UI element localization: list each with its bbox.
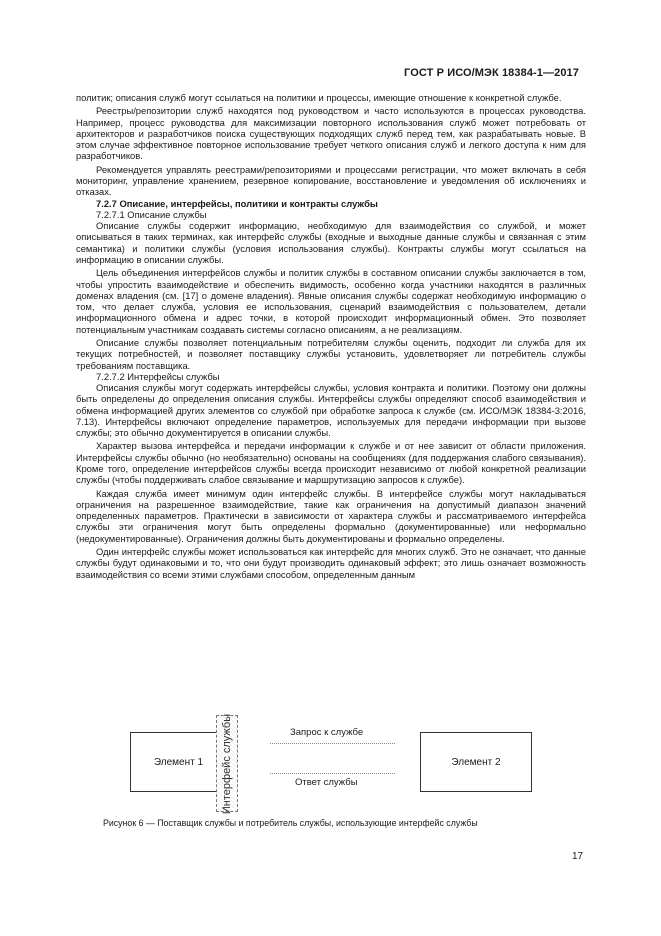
request-label: Запрос к службе [290,727,364,738]
response-label: Ответ службы [295,777,358,788]
paragraph: Рекомендуется управлять реестрами/репозиториями и процессами регистрации, что может включать в себя мониторинг, управление хранением, резервное копирование, восстановление и уведомления об исключениях и отказах. [76,163,586,198]
paragraph: Описание службы содержит информацию, необходимую для взаимодействия со службой, и может описываться в таких терминах, как интерфейс службы (входные и выходные данные службы и связанная с этим семантика) и политики службы (условия использования службы). Контракты службы могут ссылаться на информацию в описании службы. [76,220,586,265]
paragraph: Каждая служба имеет минимум один интерфейс службы. В интерфейсе службы могут накладываться ограничения на разрешенное взаимодействие, такие как ограничения на допустимый диапазон значений определенных параметров. Практически в зависимости от характера службы и рассматриваемого интерфейса службы эти ограничения могут быть определены формально (документированные) или неформально (недокументированные). Ограничения должны быть документированы и формально определены. [76,487,586,544]
document-header-title: ГОСТ Р ИСО/МЭК 18384-1—2017 [404,67,579,79]
page-number: 17 [572,851,584,862]
paragraph: Реестры/репозитории служб находятся под руководством и часто используются в процессах руководства. Например, процесс руководства для максимизации повторного использования служб может потребовать от архитекторов и разработчиков поиска существующих подходящих служб перед тем, как разрабатывать новые. В этом случае эффективное повторное использование требует четкого описания служб и легкого доступа к ним для разработчиков. [76,105,586,162]
element-1-label: Элемент 1 [153,756,204,768]
paragraph: Цель объединения интерфейсов службы и политик службы в составном описании службы заключается в том, чтобы упростить взаимодействие и обеспечить видимость, особенно когда участники находятся в различных доменах владения (см. [17] о домене владения). Явные описания службы содержат необходимую информацию о том, что делает служба, условия ее использования, сценарий взаимодействия с пользователем, детали информационного обмена и адрес точки, в которой происходит информационный обмен. Это позволяет потенциальным участникам создавать системы согласно описаниям, а не реализациям. [76,267,586,335]
element-2-box [420,732,532,792]
paragraph: политик; описания служб могут ссылаться на политики и процессы, имеющие отношение к конкретной службе. [76,92,562,103]
service-interface-bar [216,715,238,812]
section-heading: 7.2.7 Описание, интерфейсы, политики и контракты службы [96,197,378,209]
paragraph: Описание службы позволяет потенциальным потребителям службы оценить, подходит ли служба для их текущих потребностей, и позволяет поставщику службы установить, удовлетворяет ли потребитель службы требованиям поставщика. [76,337,586,371]
figure-service-interface [120,713,535,814]
document-body [76,92,586,580]
response-arrow [270,773,395,774]
paragraph: Описания службы могут содержать интерфейсы службы, условия контракта и политики. Поэтому они должны быть определены до определения описания службы. Интерфейсы службы определяют способ взаимодействия и обмена информацией других элементов со службой при обработке запроса к службе (см. ИСО/МЭК 18384-3:2016, 7.13). Интерфейсы включают определение параметров, используемых для передачи информации при вызове службы; это обычно документируется в описании службы. [76,382,586,438]
request-arrow [270,743,395,744]
service-interface-label: Интерфейс службы [221,713,234,814]
element-1-box [130,732,227,792]
paragraph: Характер вызова интерфейса и передачи информации к службе и от нее зависит от области приложения. Интерфейсы службы обычно (но необязательно) основаны на сообщениях (для поддержания слабого связывания). Кроме того, определение интерфейсов службы всегда происходит независимо от любой конкретной реализации службы (чтобы поддерживать слабое связывание и маршрутизацию запросов к службе). [76,440,586,486]
figure-caption: Рисунок 6 — Поставщик службы и потребитель службы, использующие интерфейс службы [103,818,478,828]
paragraph: Один интерфейс службы может использоваться как интерфейс для многих служб. Это не означает, что данные службы будут одинаковыми и то, что они будут производить одинаковый эффект; это лишь означает возможность взаимодействия со всеми этими службами способом, определенным данным [76,546,586,580]
element-2-label: Элемент 2 [451,756,501,768]
subsection-heading: 7.2.7.2 Интерфейсы службы [96,370,220,382]
subsection-heading: 7.2.7.1 Описание службы [96,208,207,220]
